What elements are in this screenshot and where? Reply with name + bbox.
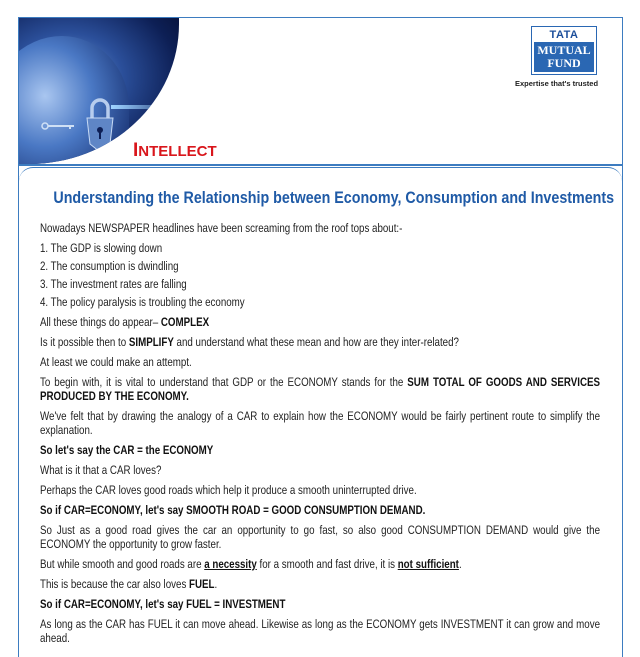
key-icon — [41, 122, 76, 130]
padlock-icon — [85, 96, 115, 154]
list-item: 1. The GDP is slowing down — [40, 241, 163, 255]
logo-fund: FUND — [547, 56, 581, 70]
list-item: 4. The policy paralysis is troubling the economy — [40, 295, 245, 309]
paragraph: At least we could make an attempt. — [40, 355, 192, 369]
tagline: Expertise that's trusted — [515, 79, 599, 88]
subheading: So if CAR=ECONOMY, let's say SMOOTH ROAD = GOOD CONSUMPTION DEMAND. — [40, 503, 426, 517]
header-divider — [19, 164, 622, 166]
paragraph: Perhaps the CAR loves good roads which help it produce a smooth uninterrupted drive. — [40, 483, 417, 497]
article-body — [40, 221, 600, 651]
intro: Nowadays NEWSPAPER headlines have been screaming from the roof tops about:- — [40, 221, 403, 235]
article-title: Understanding the Relationship between Economy, Consumption and Investments — [53, 188, 615, 207]
logo-mutual: MUTUAL — [537, 43, 591, 57]
series-title: INTELLECT — [133, 140, 217, 161]
list-item: 2. The consumption is dwindling — [40, 259, 179, 273]
paragraph: So Just as a good road gives the car an opportunity to go fast, so also good CONSUMPTION DEMAND would give the ECONOMY the opportunity to grow faster. — [40, 523, 600, 551]
paragraph: As long as the CAR has FUEL it can move ahead. Likewise as long as the ECONOMY gets INVESTMENT it can grow and move ahead. — [40, 617, 600, 645]
paragraph: Is it possible then to SIMPLIFY and understand what these mean and how are they inter-related? — [40, 335, 459, 349]
subheading: So if CAR=ECONOMY, let's say FUEL = INVESTMENT — [40, 597, 286, 611]
headline-list — [40, 241, 600, 309]
paragraph: We've felt that by drawing the analogy of a CAR to explain how the ECONOMY would be fairly pertinent route to simplify the explanation. — [40, 409, 600, 437]
light-beam — [111, 105, 179, 109]
logo-tata: TATA — [534, 29, 594, 42]
paragraph: All these things do appear– COMPLEX — [40, 315, 210, 329]
paragraph: To begin with, it is vital to understand that GDP or the ECONOMY stands for the SUM TOTAL OF GOODS AND SERVICES PRODUCED BY THE ECONOMY. — [40, 375, 600, 403]
paragraph: But while smooth and good roads are a necessity for a smooth and fast drive, it is not sufficient. — [40, 557, 462, 571]
paragraph: This is because the car also loves FUEL. — [40, 577, 218, 591]
list-item: 3. The investment rates are falling — [40, 277, 187, 291]
paragraph: What is it that a CAR loves? — [40, 463, 162, 477]
subheading: So let's say the CAR = the ECONOMY — [40, 443, 214, 457]
tata-mutual-fund-logo — [532, 27, 596, 74]
